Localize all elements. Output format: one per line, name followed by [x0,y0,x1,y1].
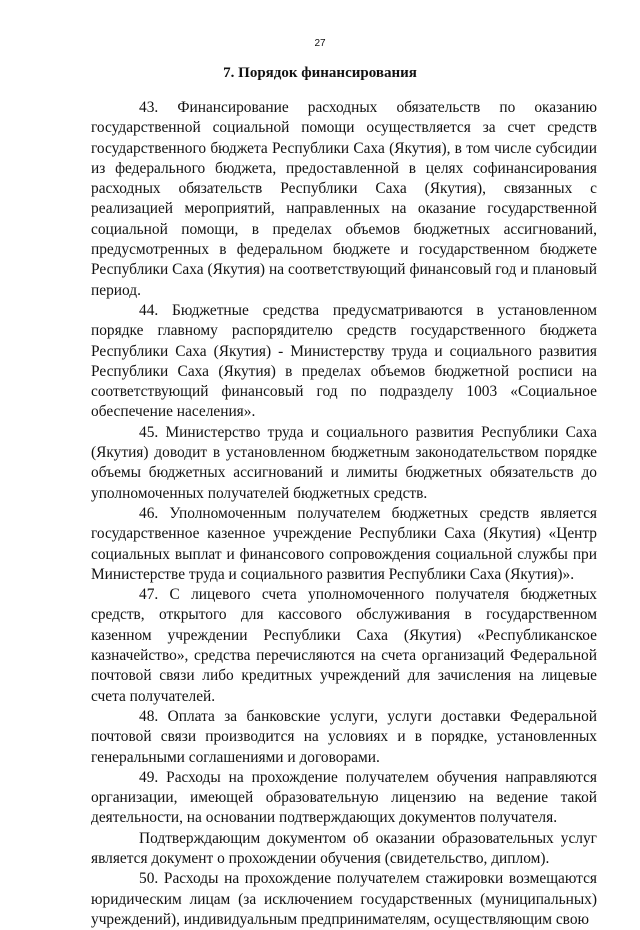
paragraph-45: 45. Министерство труда и социального развития Республики Саха (Якутия) доводит в установленном бюджетным законодательством порядке объемы бюджетных ассигнований и лимиты бюджетных обязательств до уполномоченных получателей бюджетных средств. [91,423,597,502]
paragraph-49: 49. Расходы на прохождение получателем обучения направляются организации, имеющей образовательную лицензию на ведение такой деятельности, на основании подтверждающих документов получателя. [91,768,597,827]
section-title: 7. Порядок финансирования [223,65,417,81]
paragraph-50: 50. Расходы на прохождение получателем стажировки возмещаются юридическим лицам (за исключением государственных (муниципальных) учреждений), индивидуальным предпринимателям, осуществляющим свою [91,870,597,928]
paragraph-47: 47. С лицевого счета уполномоченного получателя бюджетных средств, открытого для кассового обслуживания в государственном казенном учреждении Республики Саха (Якутия) «Республиканское казначейство», средства перечисляются на счета организаций Федеральной почтовой связи либо кредитных учреждений для зачисления на лицевые счета получателей. [91,586,597,705]
paragraph-44: 44. Бюджетные средства предусматриваются в установленном порядке главному распорядителю средств государственного бюджета Республики Саха (Якутия) - Министерству труда и социального развития Республики Саха (Якутия) в пределах объемов бюджетной росписи на соответствующий финансовый год по подразделу 1003 «Социальное обеспечение населения». [91,301,597,421]
page-number: 27 [314,38,326,49]
document-body [91,98,597,930]
paragraph-48: 48. Оплата за банковские услуги, услуги доставки Федеральной почтовой связи производится на условиях и в порядке, установленных генеральными соглашениями и договорами. [91,707,597,766]
paragraph-43: 43. Финансирование расходных обязательств по оказанию государственной социальной помощи осуществляется за счет средств государственного бюджета Республики Саха (Якутия), в том числе субсидии из федерального бюджета, предоставленной в целях софинансирования расходных обязательств Республики Саха (Якутия), связанных с реализацией мероприятий, направленных на оказание государственной социальной помощи, в пределах объемов бюджетных ассигнований, предусмотренных в федеральном бюджете и государственном бюджете Республики Саха (Якутия) на соответствующий финансовый год и плановый период. [91,99,597,299]
paragraph-46: 46. Уполномоченным получателем бюджетных средств является государственное казенное учреждение Республики Саха (Якутия) «Центр социальных выплат и финансового сопровождения социальной службы при Министерстве труда и социального развития Республики Саха (Якутия)». [91,504,597,583]
paragraph-49-note: Подтверждающим документом об оказании образовательных услуг является документ о прохождении обучения (свидетельство, диплом). [91,829,597,867]
